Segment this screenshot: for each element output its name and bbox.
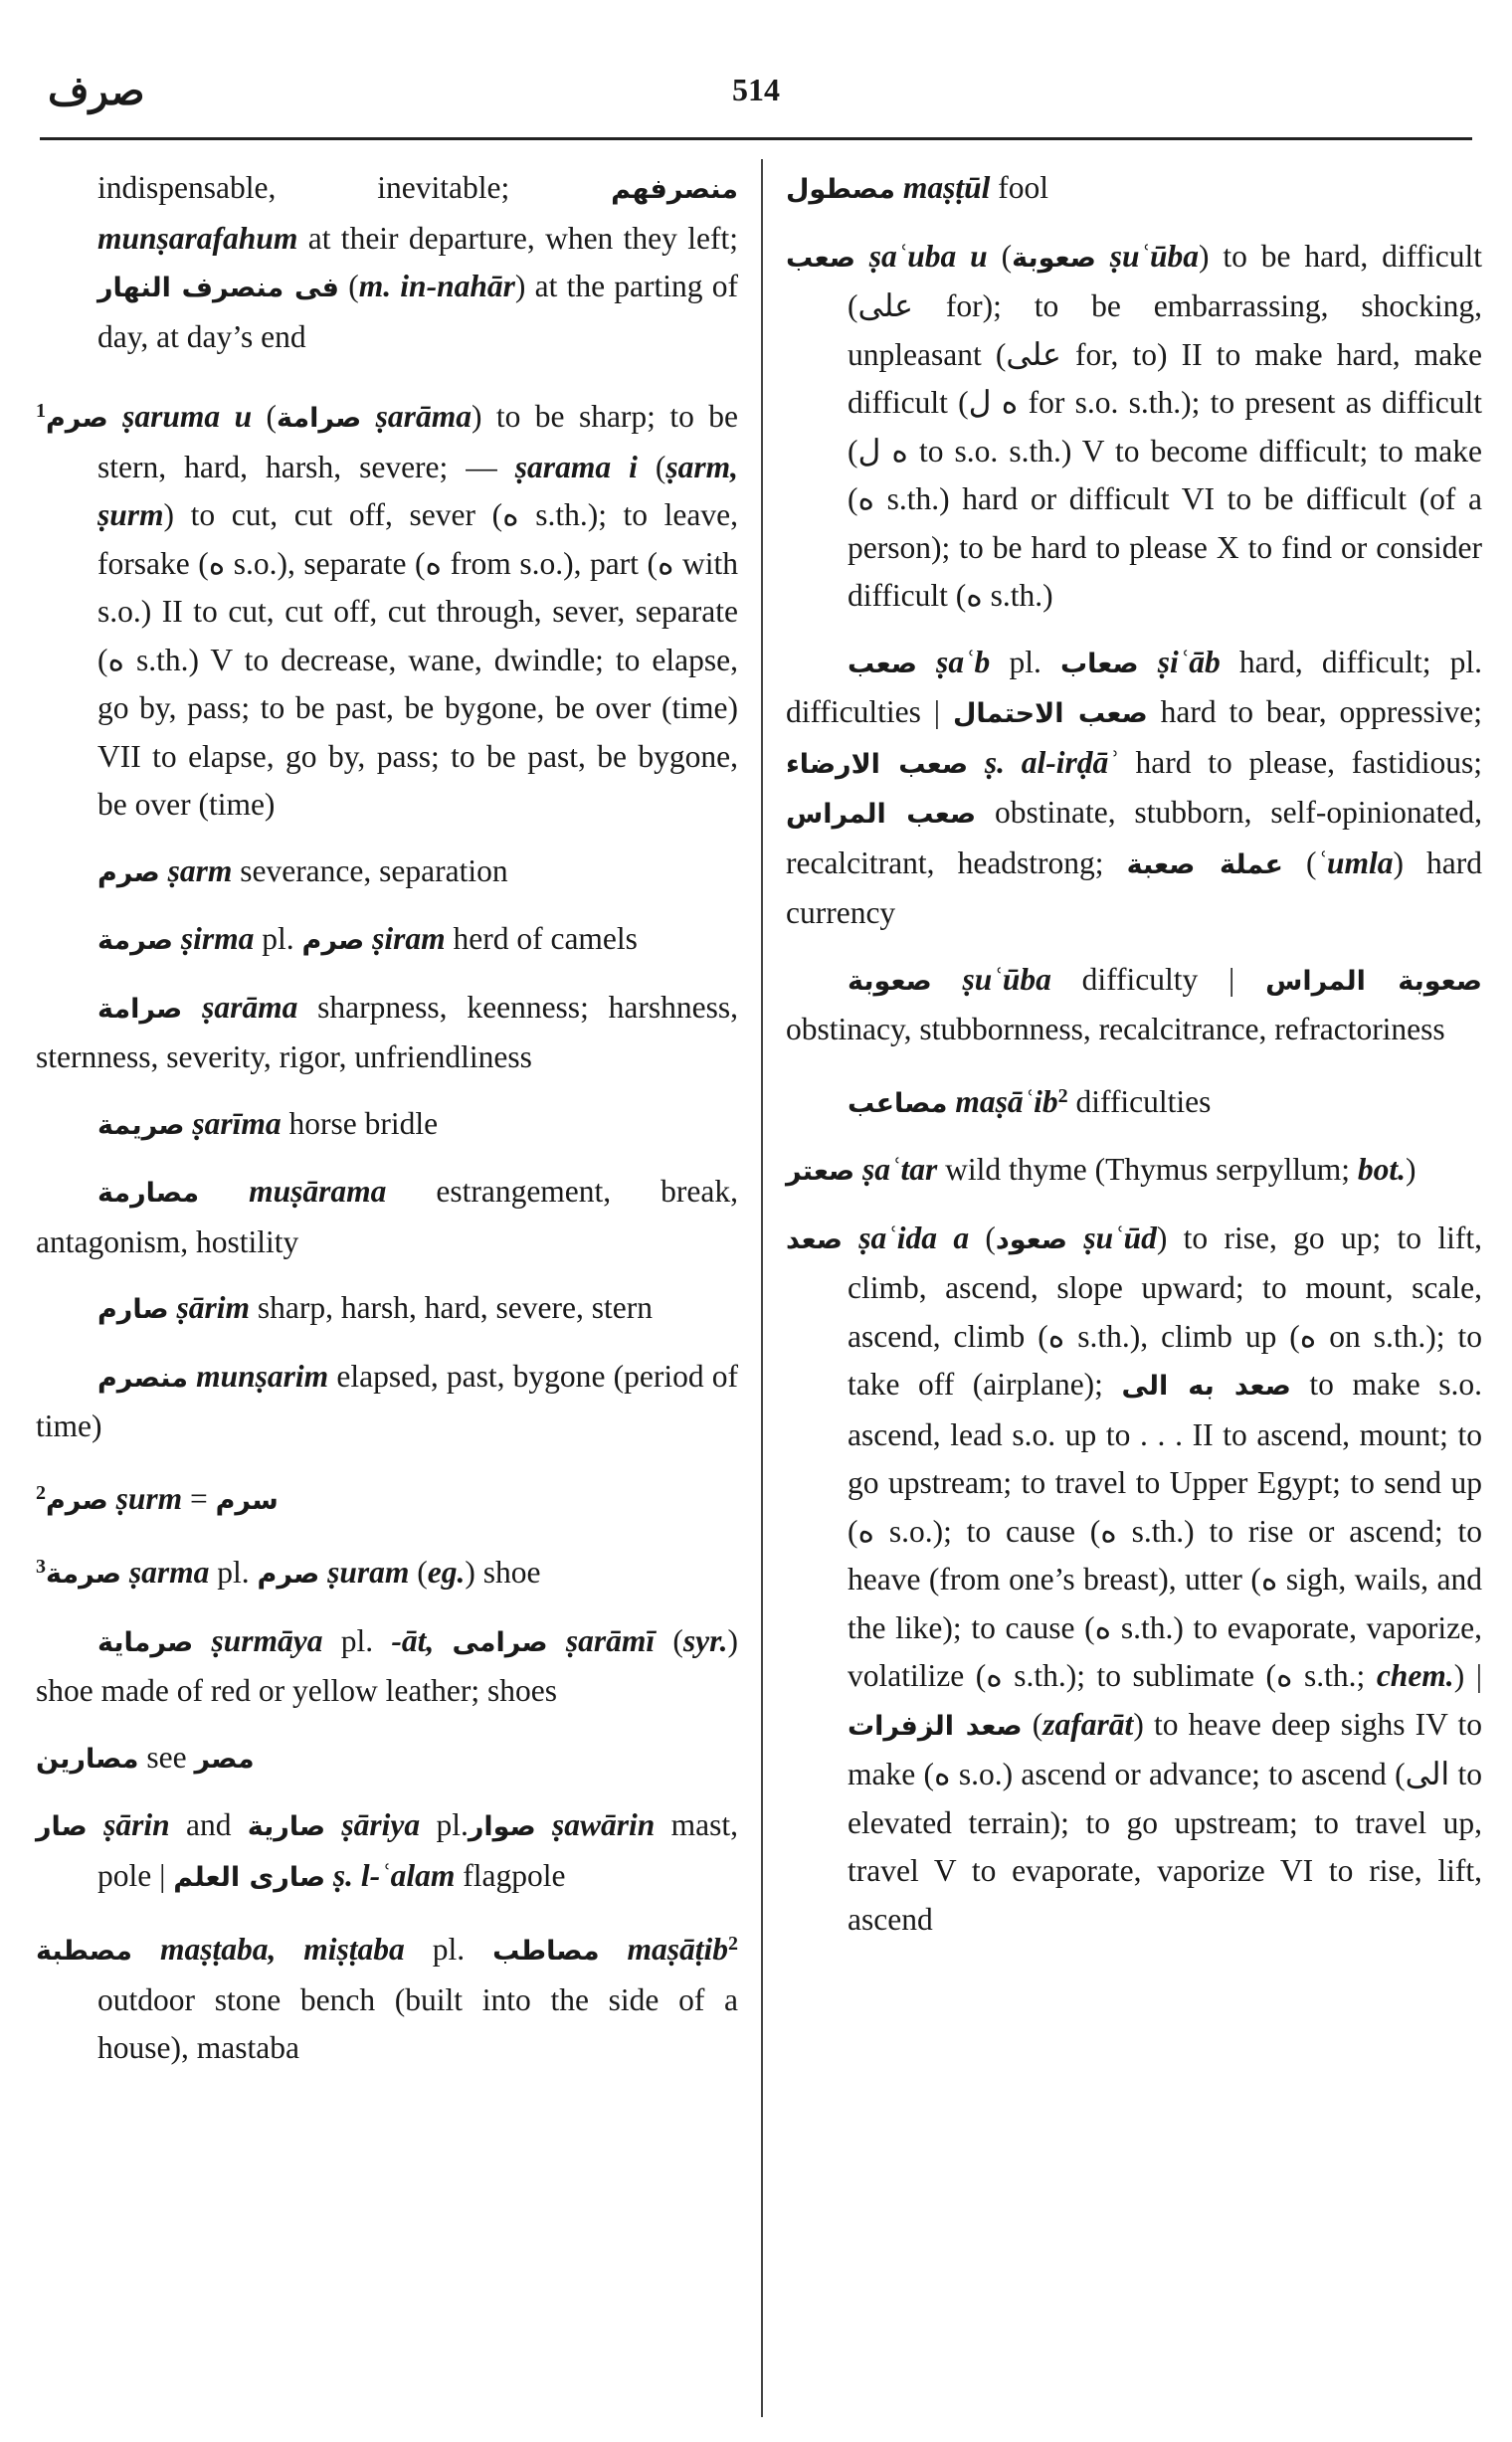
arabic-headword: فى منصرف النهار (97, 273, 339, 303)
definition-text: outdoor stone bench (built into the side of a house), mastaba (97, 1981, 738, 2065)
definition-text: ) to rise, go up; to lift, climb, ascend, slope upward; to mount, scale, ascend, climb (ه s.th.), climb up (ه on s.th.); to take off (airplane); (848, 1220, 1482, 1402)
homonym-number: 2 (36, 1481, 46, 1504)
transliteration: ṣ. l-ʿalam (325, 1857, 456, 1893)
transliteration: ṣiram (364, 921, 446, 956)
definition-text: pl. (404, 1932, 493, 1967)
definition-text: = (182, 1480, 216, 1516)
dictionary-entry (36, 1801, 738, 1902)
definition-text: ) hard currency (786, 845, 1482, 930)
arabic-headword: مصطول (786, 174, 895, 205)
transliteration: ṣawārin (535, 1807, 656, 1842)
arabic-headword: مصر (194, 1743, 255, 1775)
definition-text: ( (987, 238, 1013, 274)
arabic-headword: مصاعب (848, 1087, 948, 1119)
definition-text: pl. (254, 921, 302, 956)
transliteration: ṣarāmī (547, 1622, 656, 1658)
arabic-headword: صعد به الى (1121, 1371, 1291, 1402)
running-head: صرف (48, 68, 145, 114)
definition-text: ) (1406, 1152, 1417, 1187)
arabic-headword: عملة صعبة (1126, 848, 1283, 880)
arabic-headword: مصاطب (492, 1936, 600, 1967)
transliteration: ṣarma (120, 1555, 210, 1590)
arabic-headword: مصارين (36, 1743, 139, 1775)
transliteration: ṣārin (87, 1807, 170, 1842)
arabic-headword: صعود (995, 1223, 1068, 1255)
transliteration: ṣaʿb (916, 644, 991, 679)
dictionary-entry (36, 847, 738, 898)
arabic-headword: صرامة (277, 403, 362, 434)
definition-text: hard to bear, oppressive; (1147, 694, 1483, 729)
transliteration: maṣāʿib (947, 1083, 1058, 1119)
definition-text: fool (990, 170, 1049, 205)
definition-text: pl. (990, 644, 1060, 679)
arabic-headword: صعب الارضاء (786, 748, 969, 780)
definition-text: obstinate, stubborn, self-opinionated, recalcitrant, headstrong; (786, 795, 1482, 880)
arabic-headword: صعوبة (848, 965, 932, 997)
transliteration: chem. (1376, 1658, 1454, 1693)
transliteration: ṣarm (159, 852, 233, 888)
arabic-headword: صارى العلم (173, 1861, 326, 1893)
definition-text: ( (252, 399, 278, 434)
transliteration: ṣārim (168, 1290, 250, 1325)
homonym-number: 2 (1057, 1084, 1068, 1107)
arabic-headword: صعاب (1059, 648, 1139, 679)
dictionary-entry (36, 1168, 738, 1266)
arabic-headword: صعتر (786, 1156, 855, 1187)
arabic-headword: صعوبة (1012, 242, 1096, 274)
arabic-headword: صعب المراس (786, 799, 977, 830)
definition-text: sharpness, keenness; harshness, sternness, severity, rigor, unfriendliness (36, 989, 738, 1074)
definition-text: ) shoe made of red or yellow leather; shoes (36, 1622, 738, 1708)
transliteration: ṣaʿida a (842, 1220, 970, 1255)
definition-text: elapsed, past, bygone (period of time) (36, 1358, 738, 1443)
transliteration: ṣuʿūba (931, 961, 1051, 997)
arabic-headword: صرمة (97, 925, 173, 956)
definition-text: mast, pole | (97, 1807, 738, 1893)
definition-text: severance, separation (232, 852, 508, 888)
transliteration: ṣāriya (325, 1807, 421, 1842)
definition-text: herd of camels (445, 921, 638, 956)
definition-text: ) to cut, cut off, sever (ه s.th.); to leave, forsake (ه s.o.), separate (ه from s.o.), part (ه with s.o.) II to cut, cut off, cut through, sever, separate (ه s.th.) V to decrease, wane, dwindle; to elapse, go by, pass; to be past, be bygone, be over (time) VII to elapse, go by, pass; to be past, be bygone, be over (time) (97, 497, 738, 822)
homonym-number: 1 (36, 400, 46, 422)
dictionary-entry (786, 1146, 1482, 1197)
arabic-headword: صار (36, 1811, 88, 1842)
definition-text: ( (637, 449, 666, 484)
definition-text: ) to be hard, difficult (على for); to be embarrassing, shocking, unpleasant (على for, to) II to make hard, make difficult (ه ل for s.o. s.th.); to present as difficult (ه ل to s.o. s.th.) V to become difficult; to make (ه s.th.) hard or difficult VI to be difficult (of a person); to be hard to please X to find or consider difficult (ه s.th.) (848, 238, 1483, 613)
transliteration: munṣarafahum (97, 220, 298, 256)
transliteration: ṣirma (172, 921, 255, 956)
definition-text: difficulty | (1050, 961, 1266, 997)
dictionary-entry (36, 1920, 738, 2073)
dictionary-entry (36, 1284, 738, 1335)
transliteration: ʿumla (1316, 845, 1394, 880)
definition-text: hard to please, fastidious; (1118, 744, 1483, 780)
arabic-headword: صعد الزفرات (848, 1710, 1023, 1742)
definition-text: difficulties (1067, 1083, 1212, 1119)
definition-text: horse bridle (281, 1105, 439, 1141)
definition-text: obstinacy, stubbornness, recalcitrance, refractoriness (786, 1012, 1445, 1046)
arabic-headword: صرامة (97, 993, 183, 1025)
dictionary-entry (36, 1617, 738, 1716)
transliteration: ṣaruma u (107, 399, 253, 434)
dictionary-entry (36, 915, 738, 966)
definition-text: ( (969, 1220, 996, 1255)
transliteration: ṣuram (319, 1555, 410, 1590)
definition-text: see (138, 1739, 195, 1775)
page-number: 514 (732, 72, 780, 107)
arabic-headword: صارم (97, 1294, 169, 1325)
arabic-headword: صرمة (46, 1559, 121, 1590)
definition-text: ) to heave deep sighs IV to make (ه s.o.) ascend or advance; to ascend (الى to elevated terrain); to go upstream; to travel up, travel V to evaporate, vaporize VI to rise, lift, ascend (848, 1706, 1482, 1937)
dictionary-entry (36, 1353, 738, 1451)
transliteration: ṣuʿūba (1095, 238, 1200, 274)
dictionary-entry (786, 233, 1482, 621)
homonym-number: 3 (36, 1556, 46, 1578)
dictionary-entry (786, 1215, 1482, 1945)
definition-text: ( (338, 269, 359, 303)
transliteration: maṣṭūl (894, 170, 991, 205)
left-column (36, 164, 738, 2091)
definition-text: to make s.o. ascend, lead s.o. up to . . . II to ascend, mount; to go upstream; to travel to Upper Egypt; to send up (ه s.o.); to cause (ه s.th.) to rise or ascend; to heave (from one’s breast), utter (ه sigh, wails, and the like); to cause (ه s.th.) to evaporate, vaporize, volatilize (ه s.th.); to sublimate (ه s.th.; (848, 1367, 1483, 1693)
homonym-number: 2 (728, 1933, 738, 1955)
dictionary-entry (36, 164, 738, 361)
transliteration: ṣiʿāb (1138, 644, 1221, 679)
arabic-headword: مصارمة (97, 1178, 200, 1209)
dictionary-entry (786, 639, 1482, 938)
arabic-headword: صرم (46, 403, 108, 434)
transliteration: munṣarim (187, 1358, 329, 1394)
dictionary-entry (36, 1100, 738, 1151)
arabic-headword: صعد (786, 1223, 843, 1255)
transliteration: ṣarm, ṣurm (97, 449, 738, 532)
arabic-headword: صعب الاحتمال (952, 698, 1148, 729)
dictionary-entry (36, 1734, 738, 1785)
definition-text: ) at the parting of day, at day’s end (97, 269, 739, 354)
transliteration: ṣurm (107, 1480, 183, 1516)
dictionary-entry (786, 1072, 1482, 1129)
definition-text: ( (409, 1555, 428, 1590)
transliteration: ṣarāma (361, 399, 472, 434)
arabic-headword: صرم (97, 856, 160, 888)
definition-text: sharp, harsh, hard, severe, stern (249, 1290, 653, 1325)
definition-text: ( (655, 1622, 683, 1658)
definition-text: at their departure, when they left; (297, 220, 738, 256)
transliteration: eg. (427, 1555, 466, 1590)
arabic-headword: صرم (257, 1559, 320, 1590)
column-divider (761, 159, 763, 2417)
definition-text: ) shoe (465, 1555, 541, 1590)
transliteration: m. in-nahār (358, 269, 515, 303)
transliteration: ṣ. al-irḍāʾ (968, 744, 1119, 780)
transliteration: syr. (682, 1622, 728, 1658)
transliteration: ṣuʿūd (1067, 1220, 1157, 1255)
transliteration: ṣaʿtar (854, 1152, 938, 1187)
definition-text: indispensable, inevitable; (97, 170, 612, 205)
dictionary-entry (786, 956, 1482, 1054)
transliteration: ṣarāma (182, 989, 298, 1025)
header-rule (40, 137, 1472, 140)
arabic-headword: منصرفهم (611, 174, 738, 205)
definition-text: hard, difficult; pl. difficulties | (786, 644, 1483, 729)
transliteration: ṣaʿuba u (854, 238, 988, 274)
definition-text: ( (1022, 1706, 1043, 1742)
definition-text: wild thyme (Thymus serpyllum; (937, 1152, 1358, 1187)
arabic-headword: مصطبة (36, 1936, 133, 1967)
dictionary-entry (36, 1469, 738, 1526)
transliteration: bot. (1357, 1152, 1407, 1187)
arabic-headword: صرم (46, 1484, 108, 1516)
definition-text (434, 1623, 452, 1658)
arabic-headword: منصرم (97, 1362, 188, 1394)
definition-text: pl. (322, 1622, 392, 1658)
definition-text: pl. (209, 1555, 258, 1590)
definition-text: ) to be sharp; to be stern, hard, harsh, severe; — (97, 399, 738, 484)
arabic-headword: صوار (468, 1811, 536, 1842)
transliteration: maṣṭaba, miṣṭaba (132, 1932, 405, 1967)
definition-text: ( (1282, 845, 1317, 880)
definition-text: flagpole (455, 1857, 566, 1893)
dictionary-entry (36, 984, 738, 1082)
arabic-headword: صعوبة المراس (1265, 965, 1482, 997)
definition-text: pl. (420, 1807, 469, 1842)
transliteration: muṣārama (199, 1174, 387, 1209)
arabic-headword: صعب (848, 648, 917, 679)
transliteration: ṣarīma (184, 1105, 282, 1141)
definition-text: and (169, 1807, 248, 1842)
arabic-headword: صرماية (97, 1626, 194, 1658)
transliteration: ṣarama i (514, 449, 638, 484)
arabic-headword: صعب (786, 242, 855, 274)
dictionary-entry (36, 387, 738, 830)
arabic-headword: صريمة (97, 1109, 185, 1141)
definition-text: estrangement, break, antagonism, hostility (36, 1174, 738, 1259)
dictionary-entry (36, 1543, 738, 1599)
arabic-headword: سرم (215, 1484, 279, 1516)
transliteration: maṣāṭib (599, 1932, 728, 1967)
transliteration: zafarāt (1042, 1706, 1134, 1742)
arabic-headword: صرم (301, 925, 365, 956)
arabic-headword: صرامى (452, 1626, 548, 1658)
transliteration: -āt, (391, 1622, 435, 1658)
arabic-headword: صارية (247, 1811, 326, 1842)
definition-text: ) | (1453, 1658, 1482, 1693)
transliteration: ṣurmāya (193, 1622, 323, 1658)
right-column (786, 164, 1482, 1962)
dictionary-entry (786, 164, 1482, 215)
page-header (40, 68, 1472, 137)
